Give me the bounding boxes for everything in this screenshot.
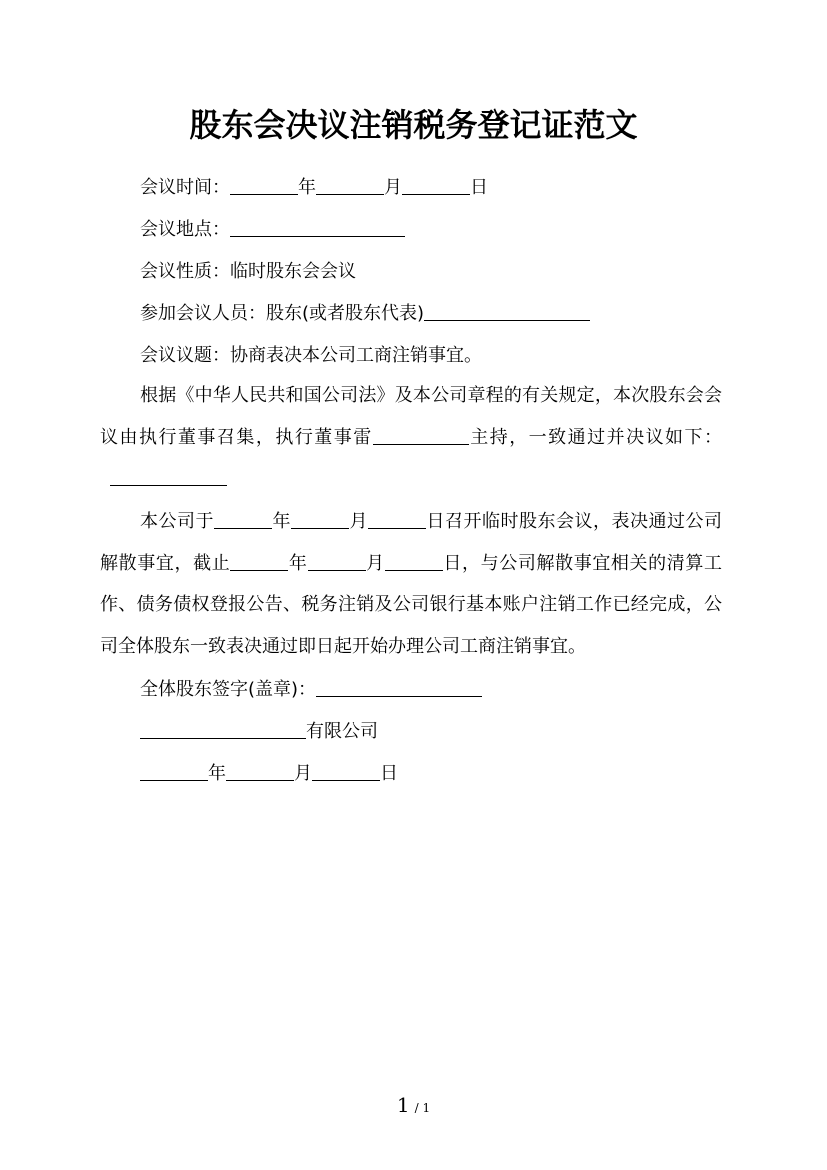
resolution-blank — [110, 467, 227, 486]
meeting2-day-blank — [368, 510, 426, 529]
page-total: / 1 — [414, 1101, 431, 1115]
paragraph1-text-a: 根据《中华人民共和国公司法》及本公司章程的有关规定，本次股东会会议由执行董事召集，执行董事雷 — [100, 385, 722, 448]
meeting-year-blank — [230, 176, 298, 195]
chair-name-blank — [373, 426, 469, 445]
deadline-day-blank — [385, 552, 443, 571]
date-day-unit: 日 — [380, 763, 398, 784]
meeting-time-label: 会议时间： — [140, 177, 230, 198]
deadline-month-blank — [308, 552, 366, 571]
date-line — [140, 761, 398, 787]
meeting-time-line — [140, 175, 488, 201]
deadline-year-unit: 年 — [288, 552, 308, 574]
meeting2-month-unit: 月 — [349, 511, 368, 532]
deadline-year-blank — [230, 552, 288, 571]
date-day-blank — [312, 762, 380, 781]
meeting-place-blank — [230, 218, 405, 237]
meeting-year-unit: 年 — [298, 177, 316, 198]
meeting-month-blank — [316, 176, 384, 195]
company-suffix: 有限公司 — [306, 721, 378, 742]
date-year-blank — [140, 762, 208, 781]
company-line — [140, 719, 378, 745]
date-month-unit: 月 — [294, 763, 312, 784]
meeting-day-unit: 日 — [470, 177, 488, 198]
meeting2-year-unit: 年 — [272, 511, 291, 532]
meeting-nature-line: 会议性质：临时股东会会议 — [140, 261, 356, 282]
paragraph1-text-b: 主持，一致通过并决议如下： — [468, 426, 723, 448]
signature-blank — [316, 678, 482, 697]
page-footer — [0, 1093, 827, 1117]
date-month-blank — [226, 762, 294, 781]
date-year-unit: 年 — [208, 763, 226, 784]
signature-line — [140, 677, 482, 703]
deadline-month-unit: 月 — [365, 552, 385, 574]
attendees-blank — [424, 302, 590, 321]
meeting-place-line — [140, 217, 405, 243]
paragraph2-text-a: 本公司于 — [140, 511, 214, 532]
paragraph2-text-b: 日召开临时股东会议，表决通过公司解散事宜，截止 — [100, 511, 722, 574]
meeting-month-unit: 月 — [384, 177, 402, 198]
meeting-day-blank — [402, 176, 470, 195]
meeting2-year-blank — [214, 510, 272, 529]
paragraph2-text-c: 日，与公司解散事宜相关的清算工作、债务债权登报公告、税务注销及公司银行基本账户注销工作已经完成，公司全体股东一致表决通过即日起开始办理公司工商注销事宜。 — [100, 552, 723, 657]
page-title: 股东会决议注销税务登记证范文 — [189, 106, 638, 144]
resolution-paragraph-1 — [100, 375, 722, 500]
page-number: 1 — [396, 1093, 410, 1117]
meeting2-month-blank — [291, 510, 349, 529]
company-name-blank — [140, 720, 306, 739]
agenda-line: 会议议题：协商表决本公司工商注销事宜。 — [140, 345, 482, 366]
meeting-place-label: 会议地点： — [140, 219, 230, 240]
signature-label: 全体股东签字(盖章)： — [140, 679, 317, 700]
attendees-line — [140, 301, 590, 327]
attendees-label: 参加会议人员：股东(或者股东代表) — [140, 303, 425, 324]
resolution-paragraph-2 — [100, 501, 722, 667]
